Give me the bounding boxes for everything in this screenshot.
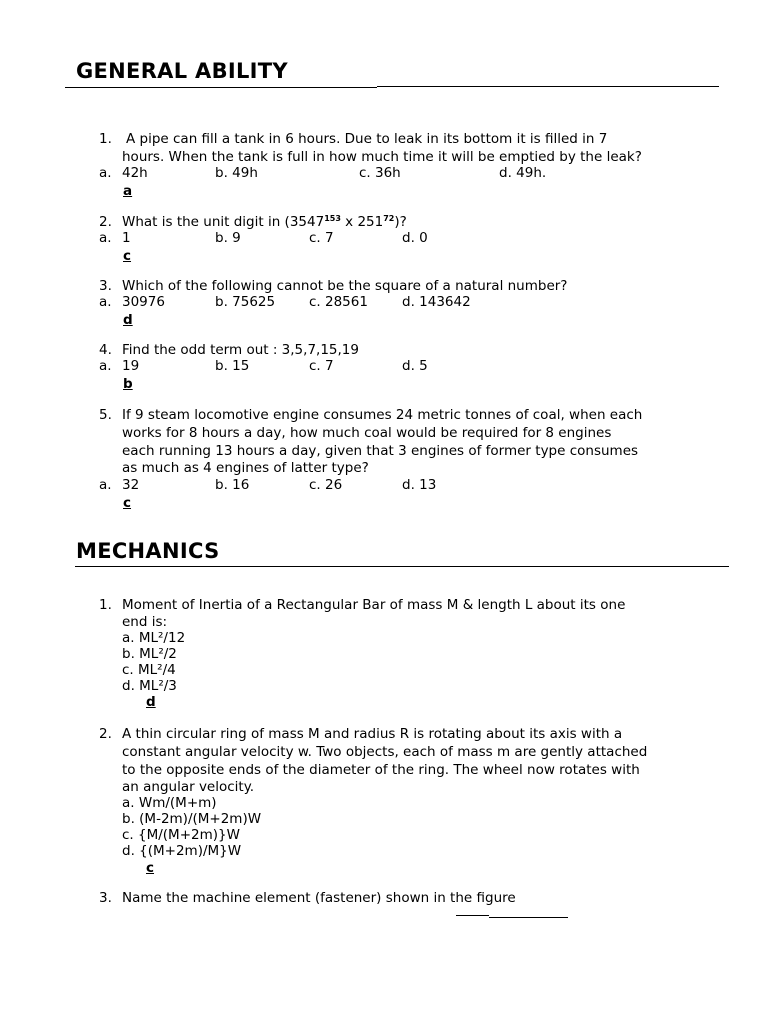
option-text: c. 7 [309, 230, 334, 246]
question-number: 5. [99, 407, 112, 423]
question-text: each running 13 hours a day, given that 3 engines of former type consumes [122, 443, 639, 459]
option-text: b. 49h [215, 165, 258, 181]
title-rule [65, 87, 377, 88]
question-text: Moment of Inertia of a Rectangular Bar of mass M & length L about its one [122, 597, 626, 613]
option-text: d. 13 [402, 477, 437, 493]
option-text: c. 36h [359, 165, 401, 181]
option-text: 42h [122, 165, 148, 181]
figure-rule [456, 915, 489, 916]
option-text: c. {M/(M+2m)}W [122, 827, 240, 843]
option-text: d. 5 [402, 358, 428, 374]
answer-key: c [123, 248, 132, 264]
option-text: b. 9 [215, 230, 241, 246]
answer-key: a [123, 183, 133, 199]
option-text: c. 7 [309, 358, 334, 374]
question-text: as much as 4 engines of latter type? [122, 460, 369, 476]
option-text: b. (M-2m)/(M+2m)W [122, 811, 262, 827]
answer-key: b [123, 376, 133, 392]
option-text: c. ML²/4 [122, 662, 176, 678]
question-text: Name the machine element (fastener) shown in the figure [122, 890, 516, 906]
answer-key: c [123, 495, 132, 511]
option-text: d. ML²/3 [122, 678, 177, 694]
question-text: end is: [122, 614, 168, 630]
answer-key: d [146, 694, 156, 710]
question-number: 3. [99, 278, 112, 294]
question-text: to the opposite ends of the diameter of the ring. The wheel now rotates with [122, 762, 640, 778]
title-rule [75, 566, 729, 567]
option-text: d. 49h. [499, 165, 547, 181]
question-text: an angular velocity. [122, 779, 255, 795]
option-text: d. 0 [402, 230, 428, 246]
option-text: 19 [122, 358, 140, 374]
option-text: a. ML²/12 [122, 630, 186, 646]
option-text: a. Wm/(M+m) [122, 795, 217, 811]
option-text: b. 75625 [215, 294, 276, 310]
option-text: d. {(M+2m)/M}W [122, 843, 242, 859]
question-text: A thin circular ring of mass M and radius R is rotating about its axis with a [122, 726, 623, 742]
question-number: 2. [99, 214, 112, 230]
question-number: 1. [99, 597, 112, 613]
option-text: d. 143642 [402, 294, 471, 310]
question-number: 4. [99, 342, 112, 358]
option-text: c. 26 [309, 477, 343, 493]
question-text: constant angular velocity w. Two objects, each of mass m are gently attached [122, 744, 648, 760]
question-text: Which of the following cannot be the square of a natural number? [122, 278, 568, 294]
question-number: 3. [99, 890, 112, 906]
option-marker: a. [99, 165, 112, 181]
question-number: 2. [99, 726, 112, 742]
option-marker: a. [99, 358, 112, 374]
question-number: 1. [99, 131, 112, 147]
question-text: What is the unit digit in (3547$^{153}$ x $251^{72}$)? [122, 214, 407, 230]
section-title-general-ability: GENERAL ABILITY [76, 59, 288, 83]
option-text: 32 [122, 477, 140, 493]
option-marker: a. [99, 477, 112, 493]
question-text: hours. When the tank is full in how much time it will be emptied by the leak? [122, 149, 642, 165]
question-text: A pipe can fill a tank in 6 hours. Due to leak in its bottom it is filled in 7 [126, 131, 608, 147]
figure-rule [489, 917, 568, 918]
option-marker: a. [99, 230, 112, 246]
option-text: c. 28561 [309, 294, 368, 310]
option-text: b. ML²/2 [122, 646, 177, 662]
section-title-mechanics: MECHANICS [76, 539, 220, 563]
answer-key: d [123, 312, 133, 328]
question-text: If 9 steam locomotive engine consumes 24 metric tonnes of coal, when each [122, 407, 643, 423]
title-rule [377, 86, 719, 87]
option-text: b. 16 [215, 477, 250, 493]
question-text: Find the odd term out : 3,5,7,15,19 [122, 342, 359, 358]
option-marker: a. [99, 294, 112, 310]
question-text: works for 8 hours a day, how much coal would be required for 8 engines [122, 425, 612, 441]
answer-key: c [146, 860, 155, 876]
option-text: 30976 [122, 294, 165, 310]
option-text: 1 [122, 230, 131, 246]
option-text: b. 15 [215, 358, 250, 374]
